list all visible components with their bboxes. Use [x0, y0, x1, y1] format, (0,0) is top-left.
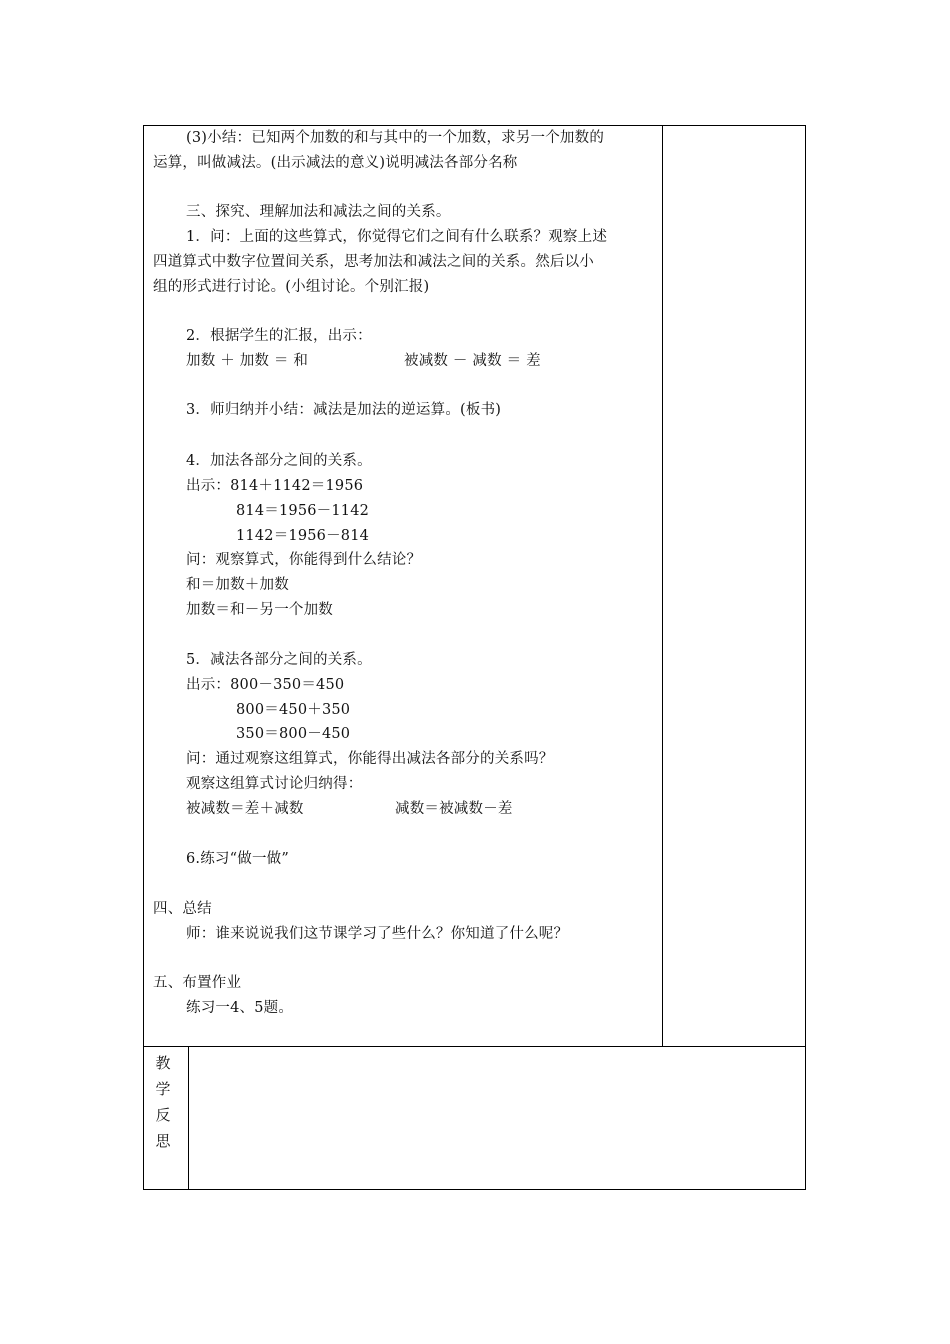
section-4-title: 四、总结: [153, 901, 212, 917]
teaching-reflection-label: [153, 1050, 173, 1154]
question-5-ask: 问：通过观察这组算式，你能得出减法各部分的关系吗？: [186, 751, 554, 767]
reflection-char-1: 教: [155, 1054, 171, 1072]
addition-formula: 加数 ＋ 加数 ＝ 和: [186, 353, 309, 369]
question-1-line-2: 四道算式中数字位置间关系，思考加法和减法之间的关系。然后以小: [153, 254, 594, 270]
question-4-show-1: 出示：814＋1142＝1956: [186, 478, 364, 494]
summary-line-1: (3)小结：已知两个加数的和与其中的一个加数，求另一个加数的: [186, 130, 605, 146]
right-column-divider: [662, 125, 663, 1047]
section-4-text: 师：谁来说说我们这节课学习了些什么？你知道了什么呢？: [186, 926, 569, 942]
reflection-char-2: 学: [155, 1080, 171, 1098]
section-5-title: 五、布置作业: [153, 975, 242, 991]
question-5-show-2: 800＝450＋350: [236, 702, 351, 718]
question-5-conclusion-1: 被减数＝差＋减数: [186, 801, 304, 817]
question-4-ask: 问：观察算式，你能得到什么结论？: [186, 552, 422, 568]
section-3-title: 三、探究、理解加法和减法之间的关系。: [186, 204, 451, 220]
question-2-title: 2．根据学生的汇报，出示：: [186, 328, 372, 344]
question-5-show-1: 出示：800－350＝450: [186, 677, 345, 693]
question-6: 6.练习“做一做”: [186, 851, 289, 867]
reflection-char-4: 思: [155, 1132, 171, 1150]
question-4-title: 4．加法各部分之间的关系。: [186, 453, 372, 469]
question-5-observe: 观察这组算式讨论归纳得：: [186, 776, 363, 792]
question-4-show-2: 814＝1956－1142: [236, 503, 370, 519]
question-5-show-3: 350＝800－450: [236, 726, 351, 742]
question-5-conclusion-2: 减数＝被减数－差: [395, 801, 513, 817]
question-4-show-3: 1142＝1956－814: [236, 528, 370, 544]
section-5-text: 练习一4、5题。: [186, 1000, 294, 1016]
reflection-content-cell[interactable]: [189, 1047, 805, 1189]
question-4-conclusion-2: 加数＝和－另一个加数: [186, 602, 333, 618]
question-5-title: 5．减法各部分之间的关系。: [186, 652, 372, 668]
reflection-char-3: 反: [155, 1106, 171, 1124]
question-4-conclusion-1: 和＝加数＋加数: [186, 577, 289, 593]
question-3: 3．师归纳并小结：减法是加法的逆运算。(板书): [186, 402, 502, 418]
question-1-line-3: 组的形式进行讨论。(小组讨论。个别汇报): [153, 279, 430, 295]
question-1-line-1: 1．问：上面的这些算式，你觉得它们之间有什么联系？观察上述: [186, 229, 608, 245]
subtraction-formula: 被减数 － 减数 ＝ 差: [404, 353, 541, 369]
summary-line-2: 运算，叫做减法。(出示减法的意义)说明减法各部分名称: [153, 155, 518, 171]
